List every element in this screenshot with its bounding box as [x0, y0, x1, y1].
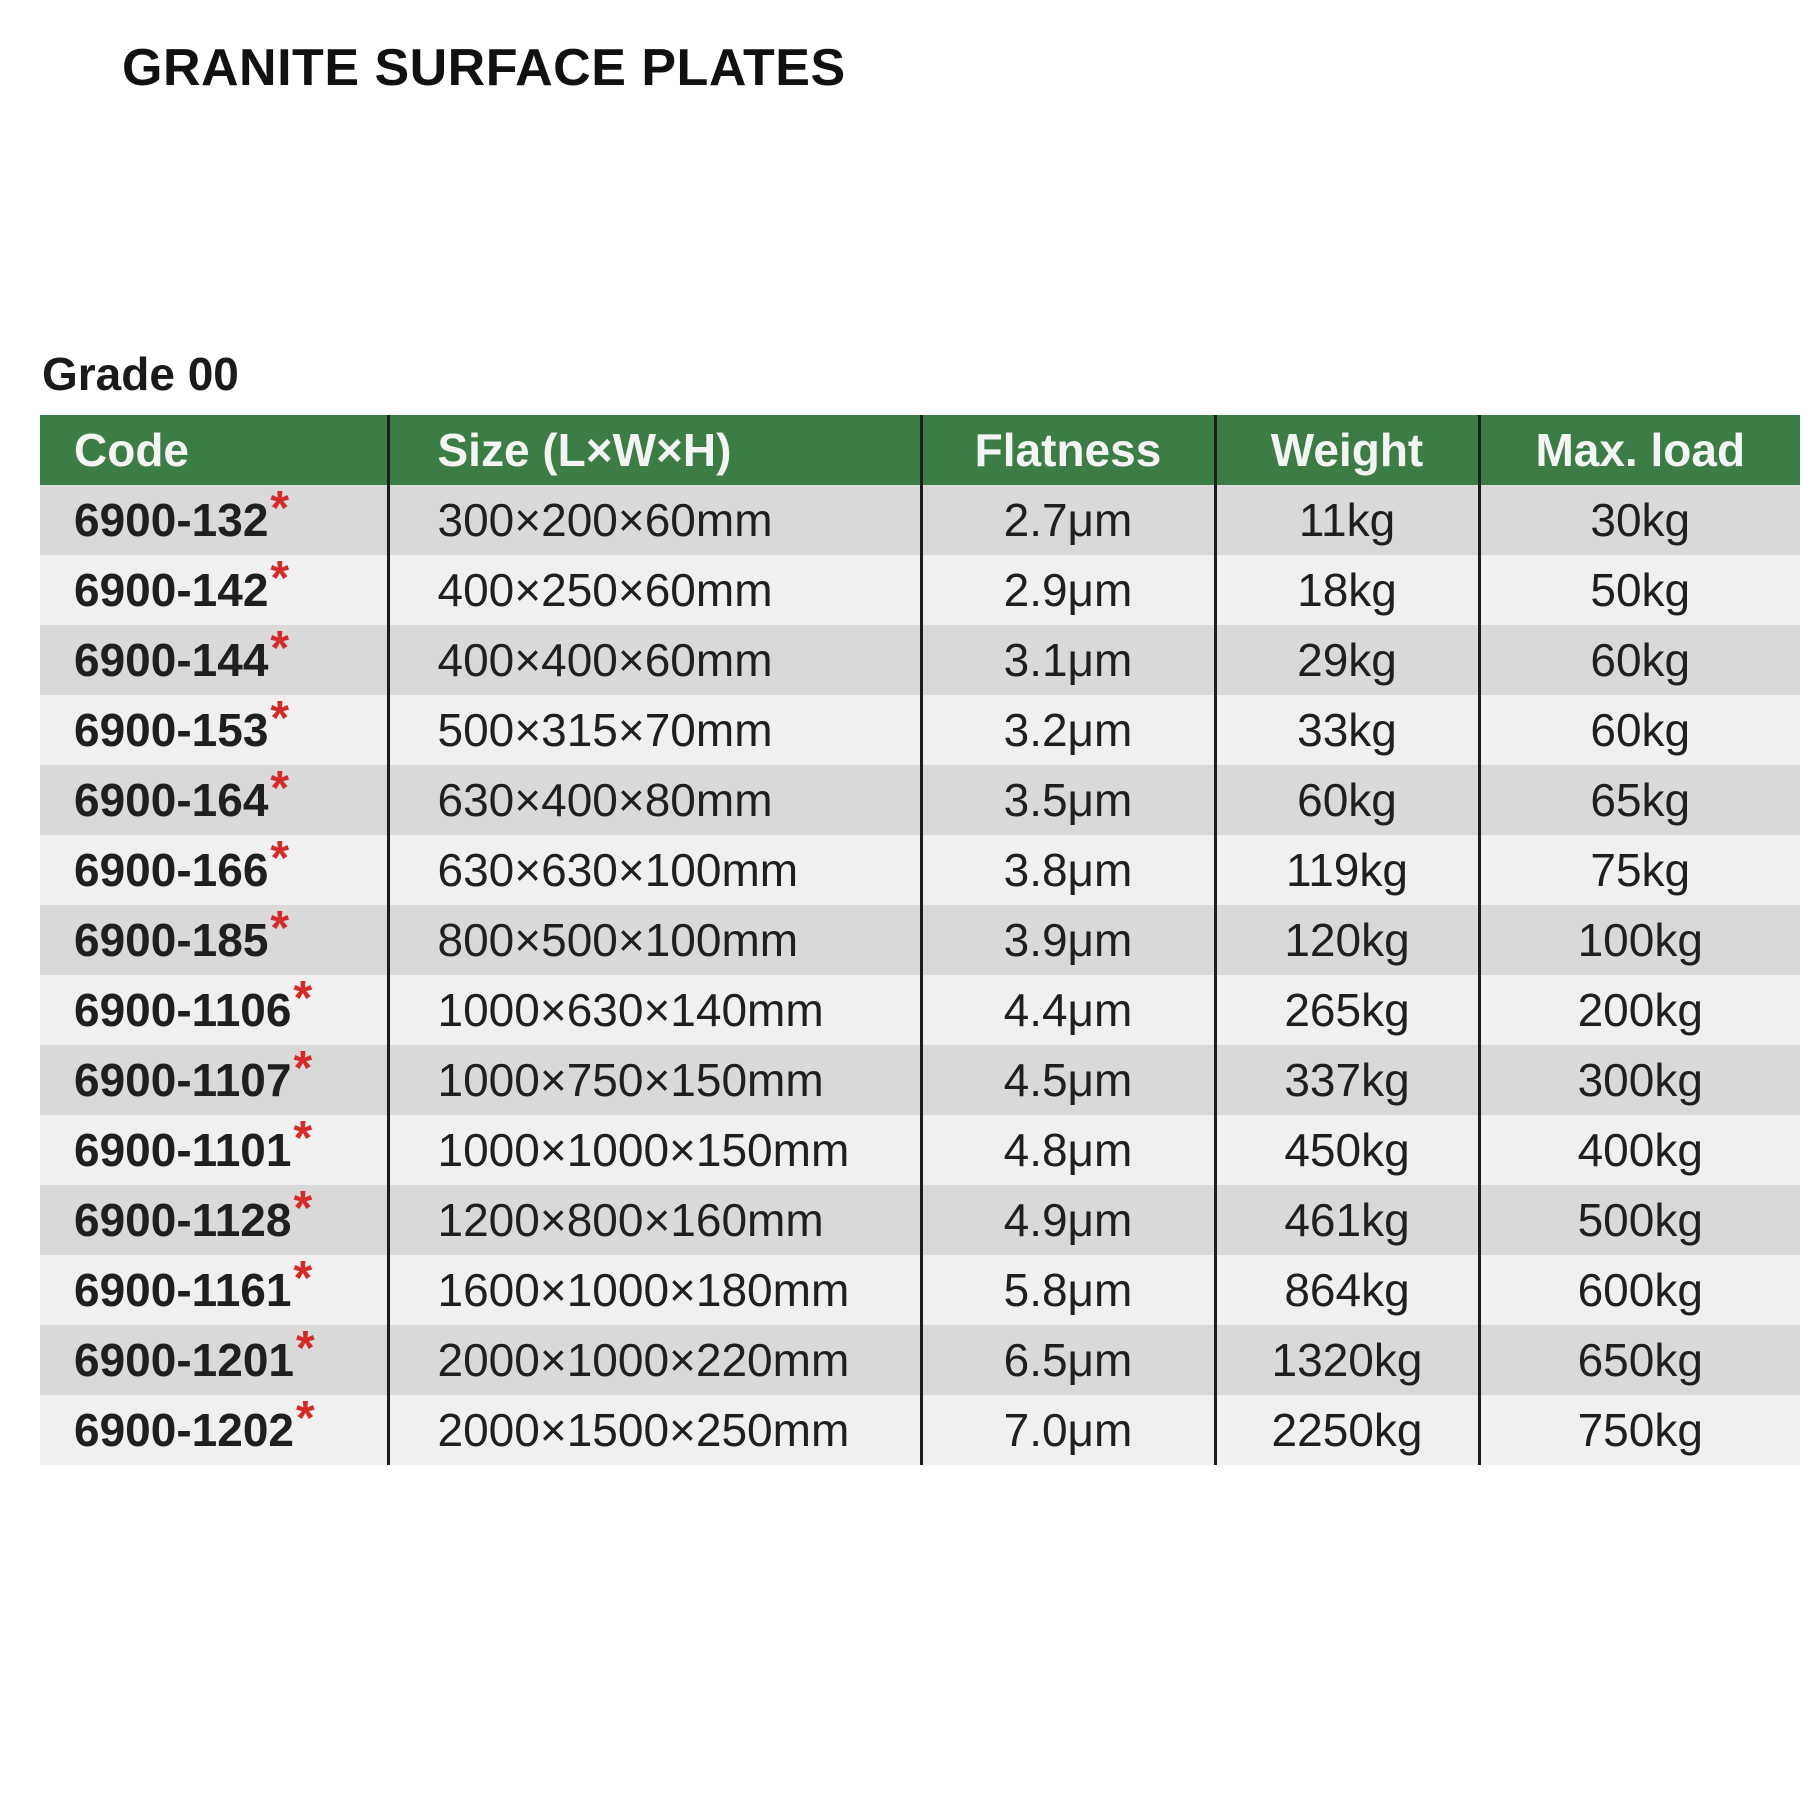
cell-code	[40, 695, 388, 765]
asterisk-mark: *	[270, 835, 290, 885]
table-row	[40, 1395, 1800, 1465]
cell-weight: 864kg	[1215, 1255, 1479, 1325]
code-text: 6900-166	[74, 843, 269, 896]
cell-flatness: 4.5μm	[921, 1045, 1215, 1115]
cell-max-load: 300kg	[1479, 1045, 1800, 1115]
cell-flatness: 3.2μm	[921, 695, 1215, 765]
code-text: 6900-1128	[74, 1193, 292, 1246]
header-max-load: Max. load	[1479, 415, 1800, 485]
asterisk-mark: *	[270, 485, 290, 535]
cell-code	[40, 1395, 388, 1465]
cell-flatness: 4.4μm	[921, 975, 1215, 1045]
table-row	[40, 555, 1800, 625]
cell-flatness: 3.8μm	[921, 835, 1215, 905]
asterisk-mark: *	[295, 1395, 315, 1445]
header-weight: Weight	[1215, 415, 1479, 485]
cell-flatness: 2.9μm	[921, 555, 1215, 625]
cell-size: 500×315×70mm	[388, 695, 921, 765]
cell-flatness: 2.7μm	[921, 485, 1215, 555]
code-text: 6900-185	[74, 913, 269, 966]
asterisk-mark: *	[270, 625, 290, 675]
cell-size: 1200×800×160mm	[388, 1185, 921, 1255]
cell-size: 2000×1000×220mm	[388, 1325, 921, 1395]
asterisk-mark: *	[295, 1325, 315, 1375]
cell-code	[40, 555, 388, 625]
table-row	[40, 905, 1800, 975]
code-text: 6900-1201	[74, 1333, 294, 1386]
cell-max-load: 400kg	[1479, 1115, 1800, 1185]
spec-table	[40, 415, 1800, 1465]
table-row	[40, 1045, 1800, 1115]
table-row	[40, 695, 1800, 765]
code-text: 6900-1106	[74, 983, 292, 1036]
cell-size: 1600×1000×180mm	[388, 1255, 921, 1325]
cell-size: 2000×1500×250mm	[388, 1395, 921, 1465]
cell-weight: 120kg	[1215, 905, 1479, 975]
cell-max-load: 100kg	[1479, 905, 1800, 975]
cell-flatness: 5.8μm	[921, 1255, 1215, 1325]
cell-code	[40, 765, 388, 835]
code-text: 6900-1161	[74, 1263, 292, 1316]
cell-code	[40, 1255, 388, 1325]
code-text: 6900-153	[74, 703, 269, 756]
table-body	[40, 485, 1800, 1465]
cell-max-load: 500kg	[1479, 1185, 1800, 1255]
cell-weight: 450kg	[1215, 1115, 1479, 1185]
cell-max-load: 50kg	[1479, 555, 1800, 625]
code-text: 6900-164	[74, 773, 269, 826]
cell-code	[40, 625, 388, 695]
asterisk-mark: *	[293, 1045, 313, 1095]
cell-flatness: 6.5μm	[921, 1325, 1215, 1395]
asterisk-mark: *	[293, 1115, 313, 1165]
cell-weight: 33kg	[1215, 695, 1479, 765]
table-row	[40, 1255, 1800, 1325]
cell-flatness: 3.1μm	[921, 625, 1215, 695]
cell-code	[40, 1325, 388, 1395]
cell-weight: 29kg	[1215, 625, 1479, 695]
cell-code	[40, 975, 388, 1045]
cell-size: 400×250×60mm	[388, 555, 921, 625]
table-row	[40, 1185, 1800, 1255]
cell-weight: 337kg	[1215, 1045, 1479, 1115]
cell-flatness: 3.9μm	[921, 905, 1215, 975]
asterisk-mark: *	[270, 555, 290, 605]
code-text: 6900-1107	[74, 1053, 292, 1106]
cell-size: 400×400×60mm	[388, 625, 921, 695]
cell-flatness: 3.5μm	[921, 765, 1215, 835]
cell-size: 1000×1000×150mm	[388, 1115, 921, 1185]
cell-flatness: 7.0μm	[921, 1395, 1215, 1465]
cell-code	[40, 485, 388, 555]
cell-size: 1000×630×140mm	[388, 975, 921, 1045]
cell-max-load: 750kg	[1479, 1395, 1800, 1465]
cell-weight: 461kg	[1215, 1185, 1479, 1255]
cell-max-load: 60kg	[1479, 625, 1800, 695]
header-code: Code	[40, 415, 388, 485]
cell-size: 630×400×80mm	[388, 765, 921, 835]
cell-code	[40, 835, 388, 905]
asterisk-mark: *	[293, 975, 313, 1025]
cell-max-load: 200kg	[1479, 975, 1800, 1045]
table-row	[40, 1325, 1800, 1395]
cell-flatness: 4.8μm	[921, 1115, 1215, 1185]
cell-code	[40, 1115, 388, 1185]
page-title: GRANITE SURFACE PLATES	[122, 39, 846, 97]
table-row	[40, 765, 1800, 835]
cell-max-load: 60kg	[1479, 695, 1800, 765]
code-text: 6900-1101	[74, 1123, 292, 1176]
cell-weight: 119kg	[1215, 835, 1479, 905]
asterisk-mark: *	[293, 1185, 313, 1235]
code-text: 6900-144	[74, 633, 269, 686]
cell-code	[40, 1045, 388, 1115]
cell-weight: 18kg	[1215, 555, 1479, 625]
cell-max-load: 65kg	[1479, 765, 1800, 835]
cell-weight: 60kg	[1215, 765, 1479, 835]
table-row	[40, 485, 1800, 555]
cell-size: 800×500×100mm	[388, 905, 921, 975]
header-size: Size (L×W×H)	[388, 415, 921, 485]
cell-weight: 2250kg	[1215, 1395, 1479, 1465]
asterisk-mark: *	[270, 695, 290, 745]
table-row	[40, 835, 1800, 905]
cell-weight: 265kg	[1215, 975, 1479, 1045]
table-header-row	[40, 415, 1800, 485]
header-flatness: Flatness	[921, 415, 1215, 485]
grade-label: Grade 00	[42, 348, 239, 400]
code-text: 6900-1202	[74, 1403, 294, 1456]
cell-weight: 11kg	[1215, 485, 1479, 555]
asterisk-mark: *	[293, 1255, 313, 1305]
cell-max-load: 650kg	[1479, 1325, 1800, 1395]
code-text: 6900-142	[74, 563, 269, 616]
cell-flatness: 4.9μm	[921, 1185, 1215, 1255]
asterisk-mark: *	[270, 765, 290, 815]
cell-size: 300×200×60mm	[388, 485, 921, 555]
table-row	[40, 1115, 1800, 1185]
cell-max-load: 30kg	[1479, 485, 1800, 555]
cell-weight: 1320kg	[1215, 1325, 1479, 1395]
code-text: 6900-132	[74, 493, 269, 546]
table-row	[40, 975, 1800, 1045]
cell-code	[40, 905, 388, 975]
table-row	[40, 625, 1800, 695]
cell-size: 630×630×100mm	[388, 835, 921, 905]
cell-code	[40, 1185, 388, 1255]
cell-max-load: 600kg	[1479, 1255, 1800, 1325]
cell-max-load: 75kg	[1479, 835, 1800, 905]
cell-size: 1000×750×150mm	[388, 1045, 921, 1115]
asterisk-mark: *	[270, 905, 290, 955]
